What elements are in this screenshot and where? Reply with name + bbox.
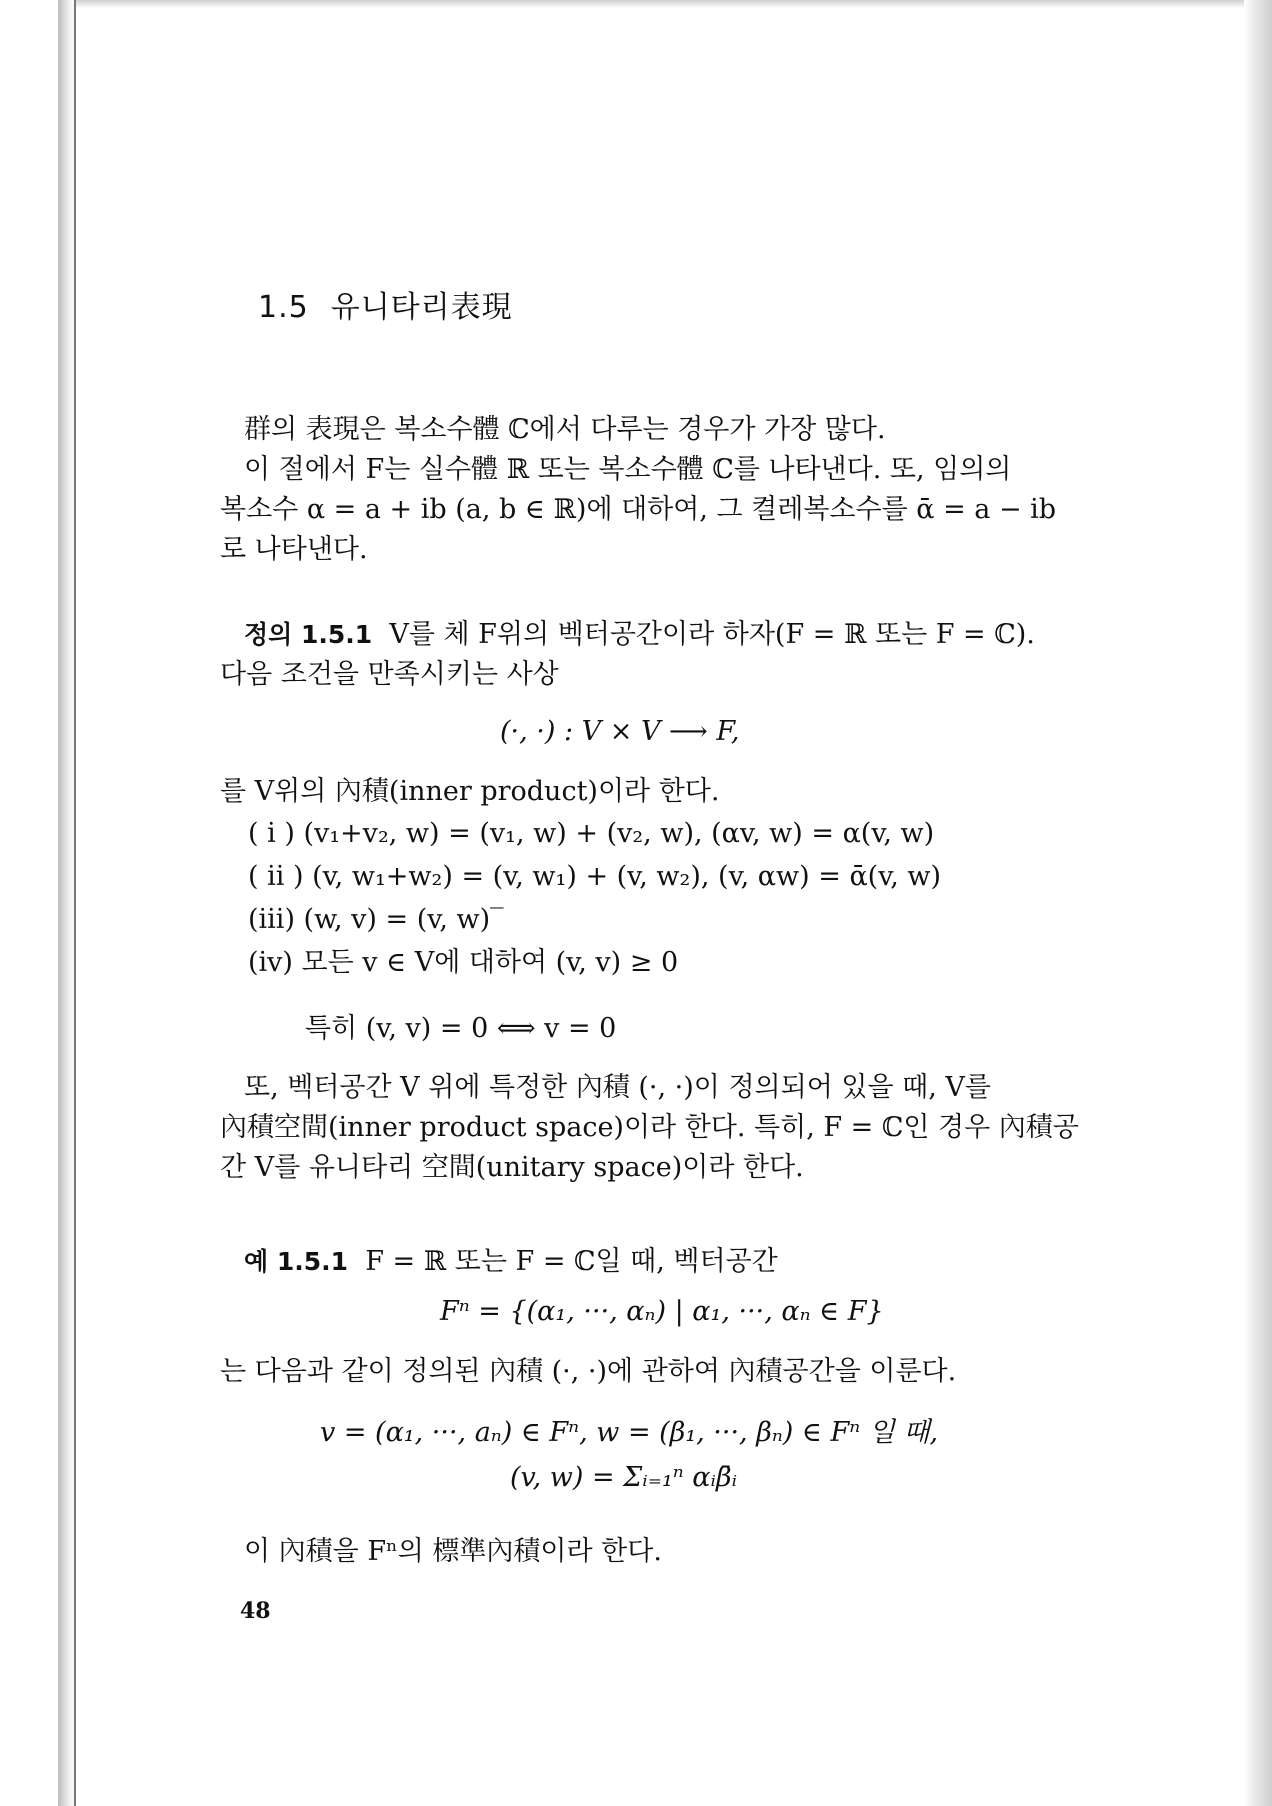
example-heading-line [220,1242,1135,1282]
axiom-item-2: ( ii ) (v, w₁+w₂) = (v, w₁) + (v, w₂), (v, αw) = ᾱ(v, w) [248,861,942,892]
page-number: 48 [240,1598,271,1624]
axiom-item-1: ( i ) (v₁+v₂, w) = (v₁, w) + (v₂, w), (αv, w) = α(v, w) [248,818,935,849]
definition-heading-line [220,615,1135,655]
section-number: 1.5 [258,290,309,325]
example-line-1: F = ℝ 또는 F = ℂ일 때, 벡터공간 [365,1246,778,1277]
axiom-list [248,812,941,984]
intro-line-3: 복소수 α = a + ib (a, b ∈ ℝ)에 대하여, 그 켤레복소수를 ᾱ = a − ib [220,494,1057,525]
section-heading [258,282,513,326]
standard-inner-product-formula: (v, w) = Σᵢ₌₁ⁿ αᵢβ̄ᵢ [510,1462,738,1493]
definition-label: 정의 1.5.1 [244,620,373,649]
example-label: 예 1.5.1 [244,1247,349,1276]
definition-line-3: 를 V위의 內積(inner product)이라 한다. [220,776,720,807]
axiom-item-4: (iv) 모든 v ∈ V에 대하여 (v, v) ≥ 0 [248,947,679,978]
intro-line-2: 이 절에서 F는 실수體 ℝ 또는 복소수體 ℂ를 나타낸다. 또, 임의의 [244,454,1012,485]
remark-paragraph [220,1068,1135,1188]
special-condition: 특히 (v, v) = 0 ⟺ v = 0 [305,1013,617,1044]
example-paragraph [220,1242,1135,1282]
intro-line-4: 로 나타낸다. [220,534,368,565]
vector-definitions: v = (α₁, ···, aₙ) ∈ Fⁿ, w = (β₁, ···, βₙ) ∈ Fⁿ 일 때, [320,1417,939,1448]
fn-set-definition: Fⁿ = {(α₁, ···, αₙ) | α₁, ···, αₙ ∈ F} [440,1296,884,1327]
remark-line-1: 또, 벡터공간 V 위에 특정한 內積 (·, ·)이 정의되어 있을 때, V를 [244,1072,991,1103]
axiom-item-3: (iii) (w, v) = (v, w)‾ [248,904,504,935]
inner-product-map: (·, ·) : V × V ⟶ F, [500,716,740,747]
definition-line-2: 다음 조건을 만족시키는 사상 [220,659,559,690]
example-conclusion-wrap [220,1532,1135,1572]
definition-line-3-wrap [220,772,1135,812]
example-line-2: 는 다음과 같이 정의된 內積 (·, ·)에 관하여 內積공간을 이룬다. [220,1356,957,1387]
definition-paragraph [220,615,1135,695]
intro-line-1: 群의 表現은 복소수體 ℂ에서 다루는 경우가 가장 많다. [244,414,886,445]
example-line-3: 이 內積을 Fⁿ의 標準內積이라 한다. [244,1536,662,1567]
section-title-text: 유니타리表現 [330,290,513,325]
page-right-edge [1244,0,1272,1806]
example-line-2-wrap [220,1352,1135,1392]
page-top-edge [60,0,1244,8]
remark-line-3: 간 V를 유니타리 空間(unitary space)이라 한다. [220,1152,804,1183]
intro-paragraph [220,410,1135,570]
remark-line-2: 內積空間(inner product space)이라 한다. 특히, F = ℂ인 경우 內積공 [220,1112,1079,1143]
definition-line-1: V를 체 F위의 벡터공간이라 하자(F = ℝ 또는 F = ℂ). [389,619,1035,650]
book-spine-line [74,0,76,1806]
